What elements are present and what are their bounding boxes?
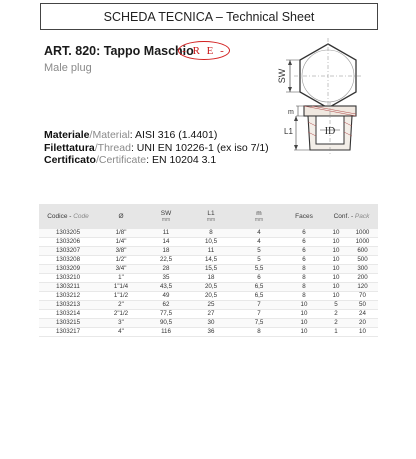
cell-sw: 18 xyxy=(145,247,187,256)
table-row xyxy=(39,292,378,301)
plug-side-view xyxy=(284,102,356,156)
cell-sw: 35 xyxy=(145,274,187,283)
cell-pack-b: 20 xyxy=(347,319,378,328)
col-m xyxy=(235,204,283,229)
cell-code: 1303217 xyxy=(39,328,97,337)
l1-label: L1 xyxy=(284,127,293,136)
table-header-row xyxy=(39,204,378,229)
cell-pack-b: 24 xyxy=(347,310,378,319)
cell-pack-a: 5 xyxy=(325,301,347,310)
cell-code: 1303207 xyxy=(39,247,97,256)
col-pack-en: Pack xyxy=(354,213,370,220)
cell-pack-b: 600 xyxy=(347,247,378,256)
cell-pack-a: 1 xyxy=(325,328,347,337)
col-l1-unit: mm xyxy=(206,216,216,223)
cell-sw: 22,5 xyxy=(145,256,187,265)
table-row xyxy=(39,256,378,265)
cell-m: 5 xyxy=(235,256,283,265)
table-row xyxy=(39,328,378,337)
cell-faces: 8 xyxy=(283,292,325,301)
cell-l1: 25 xyxy=(187,301,235,310)
cell-faces: 10 xyxy=(283,310,325,319)
cell-pack-b: 300 xyxy=(347,265,378,274)
table-row xyxy=(39,265,378,274)
cell-faces: 10 xyxy=(283,319,325,328)
re-stamp-text: - R E - xyxy=(182,44,226,57)
spec-certificate-label: Certificato xyxy=(44,154,96,166)
cell-m: 4 xyxy=(235,229,283,238)
spec-thread-label-en: /Thread xyxy=(94,141,131,154)
cell-diameter: 3/8" xyxy=(97,247,145,256)
col-code-en: Code xyxy=(73,213,89,220)
cell-faces: 6 xyxy=(283,256,325,265)
m-label: m xyxy=(288,109,294,116)
article-title: ART. 820: Tappo Maschio xyxy=(44,44,194,58)
cell-pack-a: 2 xyxy=(325,319,347,328)
col-m-label: m xyxy=(256,209,262,217)
cell-pack-a: 10 xyxy=(325,283,347,292)
cell-pack-b: 10 xyxy=(347,328,378,337)
cell-sw: 11 xyxy=(145,229,187,238)
cell-diameter: 1"1/2 xyxy=(97,292,145,301)
cell-code: 1303213 xyxy=(39,301,97,310)
re-stamp xyxy=(178,41,230,60)
cell-pack-b: 1000 xyxy=(347,238,378,247)
cell-m: 5 xyxy=(235,247,283,256)
col-faces: Faces xyxy=(283,204,325,229)
cell-l1: 14,5 xyxy=(187,256,235,265)
cell-faces: 10 xyxy=(283,328,325,337)
cell-l1: 10,5 xyxy=(187,238,235,247)
cell-diameter: 3/4" xyxy=(97,265,145,274)
cell-l1: 11 xyxy=(187,247,235,256)
cell-pack-a: 10 xyxy=(325,238,347,247)
table-row xyxy=(39,229,378,238)
plug-technical-drawing xyxy=(268,36,378,196)
col-code xyxy=(39,204,97,229)
cell-code: 1303205 xyxy=(39,229,97,238)
cell-l1: 15,5 xyxy=(187,265,235,274)
spec-thread xyxy=(44,142,269,155)
cell-pack-a: 2 xyxy=(325,310,347,319)
table-row xyxy=(39,301,378,310)
cell-l1: 20,5 xyxy=(187,283,235,292)
cell-code: 1303206 xyxy=(39,238,97,247)
cell-faces: 10 xyxy=(283,301,325,310)
cell-faces: 6 xyxy=(283,238,325,247)
spec-thread-value: : UNI EN 10226-1 (ex iso 7/1) xyxy=(130,141,269,154)
col-pack-it: Conf. - xyxy=(333,213,355,220)
cell-pack-a: 10 xyxy=(325,274,347,283)
cell-m: 6 xyxy=(235,274,283,283)
cell-l1: 36 xyxy=(187,328,235,337)
table-row xyxy=(39,283,378,292)
cell-diameter: 3" xyxy=(97,319,145,328)
spec-certificate-value: : EN 10204 3.1 xyxy=(146,154,217,166)
col-sw-label: SW xyxy=(160,209,172,217)
spec-list xyxy=(44,129,269,167)
spec-thread-label: Filettatura xyxy=(44,141,95,154)
cell-pack-b: 120 xyxy=(347,283,378,292)
cell-m: 7 xyxy=(235,301,283,310)
table-row xyxy=(39,310,378,319)
cell-diameter: 2" xyxy=(97,301,145,310)
cell-pack-b: 50 xyxy=(347,301,378,310)
cell-l1: 18 xyxy=(187,274,235,283)
cell-pack-b: 70 xyxy=(347,292,378,301)
cell-m: 4 xyxy=(235,238,283,247)
cell-m: 6,5 xyxy=(235,283,283,292)
table-row xyxy=(39,274,378,283)
cell-pack-b: 1000 xyxy=(347,229,378,238)
cell-m: 7 xyxy=(235,310,283,319)
spec-material-label: Materiale xyxy=(44,129,90,141)
cell-sw: 43,5 xyxy=(145,283,187,292)
cell-code: 1303208 xyxy=(39,256,97,265)
cell-m: 7,5 xyxy=(235,319,283,328)
table-body xyxy=(39,229,378,337)
cell-code: 1303215 xyxy=(39,319,97,328)
cell-diameter: 4" xyxy=(97,328,145,337)
table-row xyxy=(39,319,378,328)
col-l1 xyxy=(187,204,235,229)
cell-sw: 90,5 xyxy=(145,319,187,328)
cell-m: 8 xyxy=(235,328,283,337)
cell-m: 5,5 xyxy=(235,265,283,274)
cell-faces: 8 xyxy=(283,274,325,283)
cell-sw: 77,5 xyxy=(145,310,187,319)
sheet-header xyxy=(40,3,378,30)
cell-diameter: 1/4" xyxy=(97,238,145,247)
col-l1-label: L1 xyxy=(207,209,215,217)
col-code-it: Codice - xyxy=(47,213,74,220)
cell-pack-b: 200 xyxy=(347,274,378,283)
cell-diameter: 1/8" xyxy=(97,229,145,238)
cell-l1: 20,5 xyxy=(187,292,235,301)
cell-code: 1303214 xyxy=(39,310,97,319)
cell-sw: 62 xyxy=(145,301,187,310)
cell-sw: 116 xyxy=(145,328,187,337)
col-sw xyxy=(145,204,187,229)
col-sw-unit: mm xyxy=(161,216,171,223)
spec-material-value: : AISI 316 (1.4401) xyxy=(129,129,218,141)
cell-sw: 49 xyxy=(145,292,187,301)
spec-material xyxy=(44,129,269,142)
cell-code: 1303209 xyxy=(39,265,97,274)
sheet-title: SCHEDA TECNICA – Technical Sheet xyxy=(103,9,315,24)
cell-code: 1303212 xyxy=(39,292,97,301)
product-table xyxy=(39,204,378,337)
cell-l1: 27 xyxy=(187,310,235,319)
cell-faces: 6 xyxy=(283,229,325,238)
cell-l1: 30 xyxy=(187,319,235,328)
spec-certificate xyxy=(44,154,269,167)
cell-faces: 8 xyxy=(283,265,325,274)
col-diameter: Ø xyxy=(97,204,145,229)
spec-material-label-en: /Material xyxy=(89,129,130,141)
cell-pack-a: 10 xyxy=(325,256,347,265)
cell-pack-a: 10 xyxy=(325,229,347,238)
cell-diameter: 1" xyxy=(97,274,145,283)
cell-faces: 6 xyxy=(283,247,325,256)
col-pack xyxy=(325,204,378,229)
cell-pack-a: 10 xyxy=(325,292,347,301)
cell-sw: 14 xyxy=(145,238,187,247)
cell-l1: 8 xyxy=(187,229,235,238)
hexagon-top-view xyxy=(277,38,362,114)
id-label: ID xyxy=(324,126,336,137)
cell-m: 6,5 xyxy=(235,292,283,301)
table-row xyxy=(39,247,378,256)
table-row xyxy=(39,238,378,247)
cell-faces: 8 xyxy=(283,283,325,292)
cell-code: 1303211 xyxy=(39,283,97,292)
article-subtitle: Male plug xyxy=(44,62,92,74)
cell-code: 1303210 xyxy=(39,274,97,283)
col-m-unit: mm xyxy=(254,216,264,223)
cell-pack-b: 500 xyxy=(347,256,378,265)
cell-diameter: 1/2" xyxy=(97,256,145,265)
cell-diameter: 2"1/2 xyxy=(97,310,145,319)
spec-certificate-label-en: /Certificate xyxy=(95,154,147,166)
cell-pack-a: 10 xyxy=(325,247,347,256)
cell-sw: 28 xyxy=(145,265,187,274)
sw-label: SW xyxy=(277,68,287,84)
cell-diameter: 1"1/4 xyxy=(97,283,145,292)
cell-pack-a: 10 xyxy=(325,265,347,274)
